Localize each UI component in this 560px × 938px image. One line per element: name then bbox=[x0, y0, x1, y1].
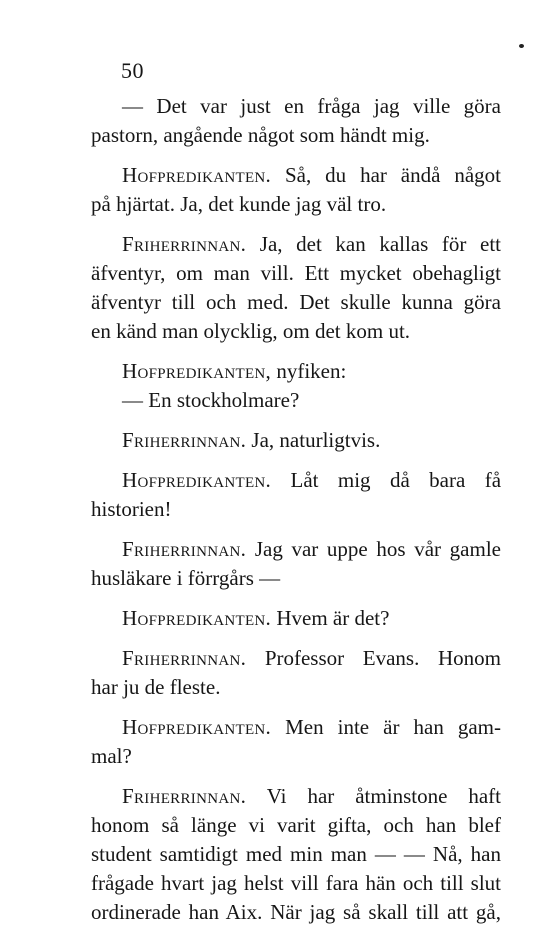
paragraph bbox=[91, 604, 501, 633]
line-text: Jag var uppe hos vår gamle bbox=[254, 537, 501, 561]
text-line bbox=[91, 713, 501, 742]
text-line bbox=[91, 121, 501, 150]
text-line bbox=[91, 92, 501, 121]
line-text: äfventyr till och med. Det skulle kunna göra bbox=[91, 290, 501, 314]
line-text: historien! bbox=[91, 497, 172, 521]
speaker-name: Friherrinnan. bbox=[122, 428, 247, 452]
text-line bbox=[91, 811, 501, 840]
text-line bbox=[91, 495, 501, 524]
speaker-name: Hofpredikanten, bbox=[122, 359, 272, 383]
speaker-name: Hofpredikanten. bbox=[122, 715, 272, 739]
text-line bbox=[91, 644, 501, 673]
line-text: har ju de fleste. bbox=[91, 675, 221, 699]
speaker-name: Hofpredikanten. bbox=[122, 606, 272, 630]
paragraph bbox=[91, 426, 501, 455]
text-line bbox=[91, 869, 501, 898]
text-line bbox=[91, 898, 501, 927]
paragraph bbox=[91, 92, 501, 150]
text-line bbox=[91, 564, 501, 593]
line-text: student samtidigt med min man — — Nå, han bbox=[91, 842, 501, 866]
line-text: pastorn, angående något som händt mig. bbox=[91, 123, 430, 147]
line-text: Låt mig då bara få bbox=[290, 468, 502, 492]
text-line bbox=[91, 161, 501, 190]
line-text: Så, du har ändå något bbox=[285, 163, 501, 187]
paragraph bbox=[91, 466, 501, 524]
text-line bbox=[91, 535, 501, 564]
text-line bbox=[91, 259, 501, 288]
paragraph bbox=[91, 357, 501, 415]
page-number: 50 bbox=[121, 58, 144, 83]
paragraph bbox=[91, 713, 501, 771]
line-text: — En stockholmare? bbox=[122, 388, 300, 412]
line-text: äfventyr, om man vill. Ett mycket obehagligt bbox=[91, 261, 501, 285]
line-text: Hvem är det? bbox=[276, 606, 390, 630]
text-line bbox=[91, 782, 501, 811]
text-line bbox=[91, 426, 501, 455]
paragraph bbox=[91, 782, 501, 927]
ink-speck bbox=[519, 44, 524, 48]
line-text: på hjärtat. Ja, det kunde jag väl tro. bbox=[91, 192, 387, 216]
text-line bbox=[91, 357, 501, 386]
paragraph bbox=[91, 535, 501, 593]
text-line bbox=[91, 840, 501, 869]
line-text: Ja, naturligtvis. bbox=[251, 428, 381, 452]
speaker-name: Friherrinnan. bbox=[122, 537, 247, 561]
line-text: ordinerade han Aix. När jag så skall till att gå, bbox=[91, 900, 501, 924]
text-line bbox=[91, 386, 501, 415]
text-line bbox=[91, 190, 501, 219]
paragraph bbox=[91, 230, 501, 346]
paragraph bbox=[91, 644, 501, 702]
text-line bbox=[91, 742, 501, 771]
line-text: husläkare i förrgårs — bbox=[91, 566, 281, 590]
body-text bbox=[91, 92, 501, 938]
speaker-name: Friherrinnan. bbox=[122, 646, 247, 670]
text-line bbox=[91, 230, 501, 259]
text-line bbox=[91, 604, 501, 633]
speaker-name: Friherrinnan. bbox=[122, 784, 247, 808]
speaker-name: Hofpredikanten. bbox=[122, 468, 272, 492]
line-text: frågade hvart jag helst vill fara hän och till slut bbox=[91, 871, 501, 895]
line-text: nyfiken: bbox=[276, 359, 347, 383]
line-text: Ja, det kan kallas för ett bbox=[259, 232, 501, 256]
text-line bbox=[91, 466, 501, 495]
line-text: Professor Evans. Honom bbox=[264, 646, 501, 670]
line-text: en känd man olycklig, om det kom ut. bbox=[91, 319, 411, 343]
line-text: honom så länge vi varit gifta, och han blef bbox=[91, 813, 501, 837]
speaker-name: Friherrinnan. bbox=[122, 232, 247, 256]
paragraph bbox=[91, 161, 501, 219]
speaker-name: Hofpredikanten. bbox=[122, 163, 272, 187]
text-line bbox=[91, 317, 501, 346]
text-line bbox=[91, 288, 501, 317]
line-text: Men inte är han gam- bbox=[285, 715, 501, 739]
line-text: mal? bbox=[91, 744, 132, 768]
line-text: Vi har åtminstone haft bbox=[266, 784, 502, 808]
text-line bbox=[91, 673, 501, 702]
line-text: — Det var just en fråga jag ville göra bbox=[122, 94, 501, 118]
